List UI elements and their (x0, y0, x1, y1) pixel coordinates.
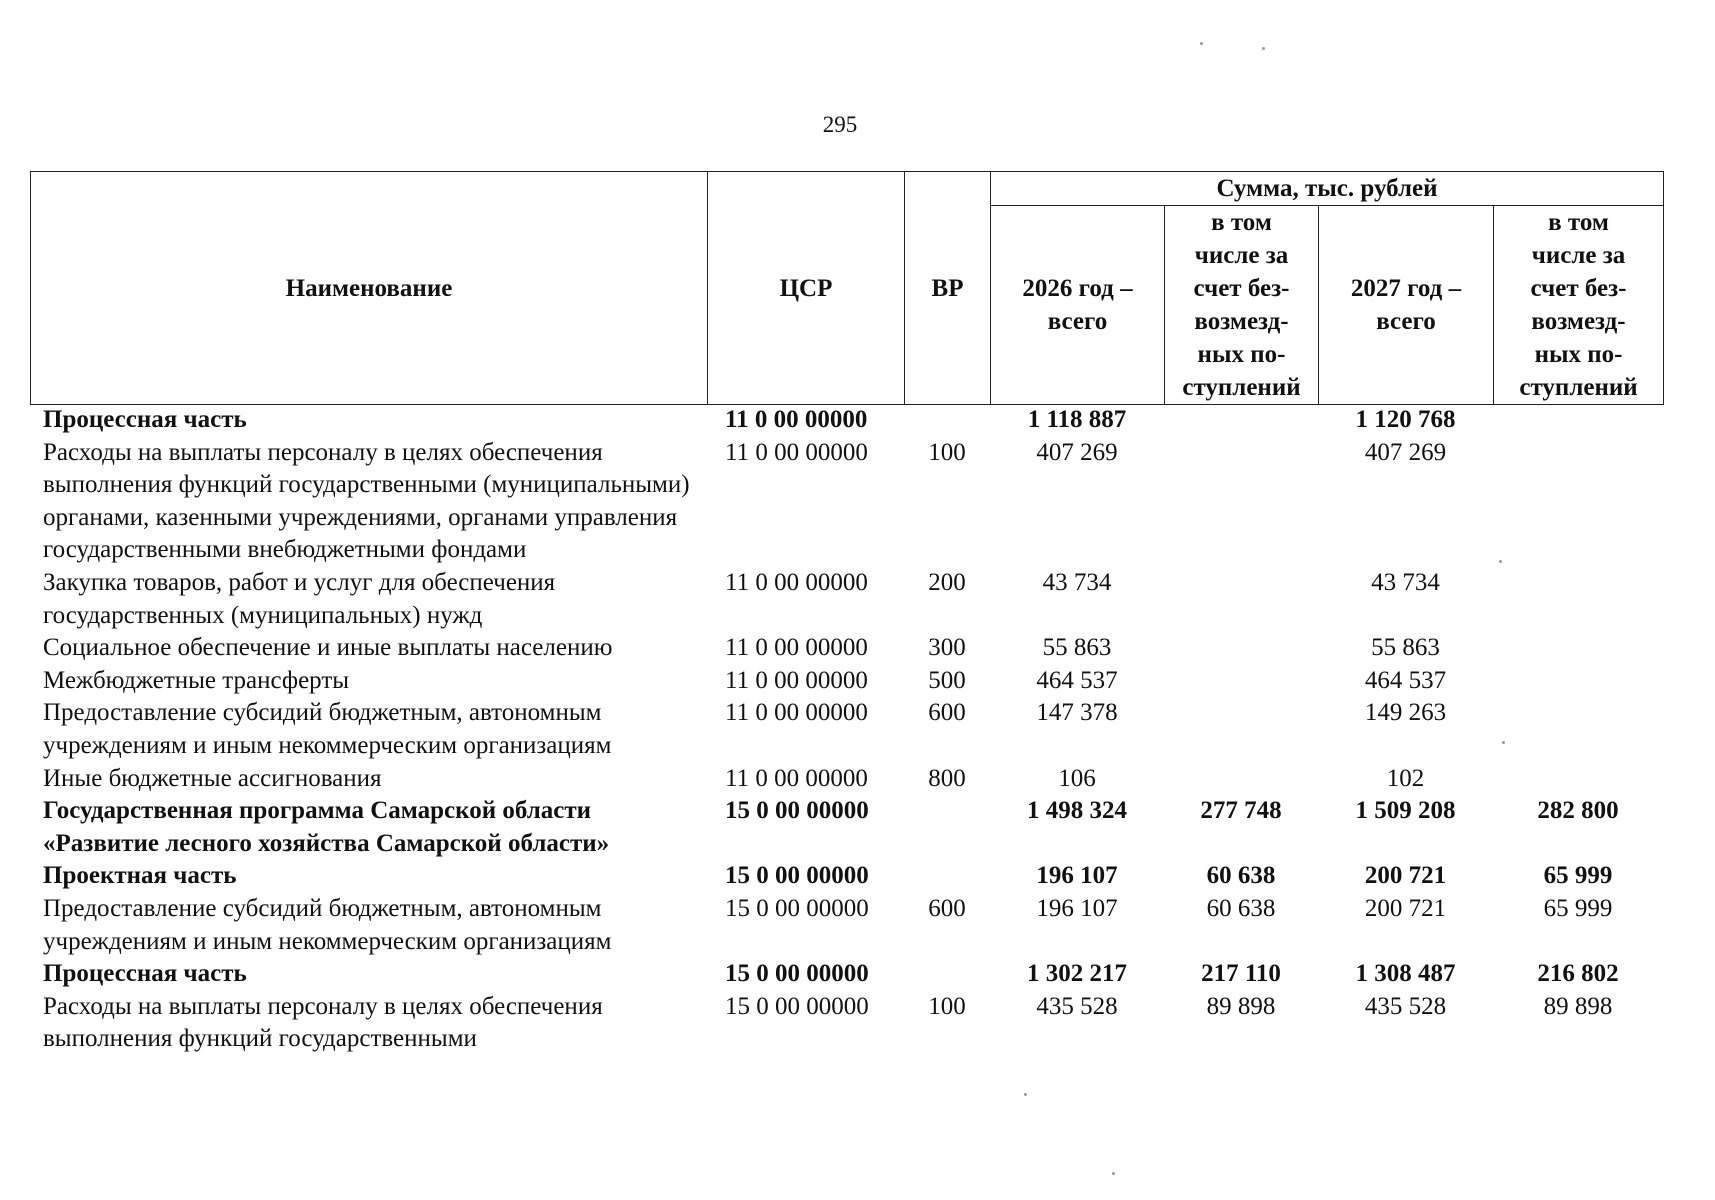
header-vr: ВР (905, 172, 991, 405)
cell-y2026-free: 217 110 (1201, 960, 1281, 988)
cell-y2026: 1 498 324 (1027, 797, 1127, 825)
cell-y2026: 435 528 (1036, 992, 1118, 1020)
cell-y2026-free (1164, 697, 1318, 762)
cell-name: Государственная программа Самарской области «Развитие лесного хозяйства Самарской области» (43, 797, 610, 857)
scan-speck (1024, 1093, 1027, 1096)
budget-table (30, 404, 1663, 1056)
cell-vr: 100 (928, 438, 966, 466)
cell-name: Проектная часть (43, 862, 237, 890)
table-row (30, 795, 1663, 860)
cell-y2026-free: 89 898 (1206, 992, 1276, 1020)
cell-y2027: 200 721 (1364, 862, 1447, 890)
cell-csr: 11 0 00 00000 (725, 634, 868, 662)
cell-name: Закупка товаров, работ и услуг для обеспечения государственных (муниципальных) нужд (43, 568, 556, 629)
scan-speck (1499, 560, 1502, 563)
cell-y2026: 464 537 (1036, 666, 1118, 694)
cell-vr: 200 (928, 568, 966, 596)
table-row (30, 437, 1663, 567)
cell-y2027-free (1493, 763, 1663, 796)
cell-csr: 11 0 00 00000 (725, 764, 868, 792)
cell-name: Социальное обеспечение и иные выплаты населению (43, 634, 613, 662)
cell-name: Расходы на выплаты персоналу в целях обеспечения выполнения функций государственными (43, 992, 603, 1053)
cell-y2027-free: 282 800 (1537, 797, 1619, 825)
cell-vr: 600 (928, 699, 966, 727)
cell-y2027-free: 216 802 (1537, 960, 1619, 988)
table-row (30, 860, 1663, 893)
header-sum: Сумма, тыс. рублей (991, 172, 1664, 206)
scan-speck (1502, 741, 1505, 744)
cell-y2027: 102 (1386, 764, 1425, 792)
cell-vr: 600 (928, 894, 966, 922)
cell-vr: 100 (928, 992, 966, 1020)
cell-name: Процессная часть (43, 960, 247, 988)
table-row (30, 632, 1663, 665)
cell-y2026: 43 734 (1042, 568, 1112, 596)
page-number: 295 (822, 112, 858, 137)
table-row (30, 567, 1663, 632)
cell-y2027-free: 89 898 (1543, 992, 1613, 1020)
cell-name: Предоставление субсидий бюджетным, автономным учреждениям и иным некоммерческим организациям (43, 894, 612, 955)
cell-y2026: 1 118 887 (1027, 406, 1127, 433)
cell-csr: 11 0 00 00000 (725, 438, 868, 466)
cell-y2026: 147 378 (1036, 699, 1118, 727)
cell-y2027-free (1493, 437, 1663, 567)
cell-csr: 11 0 00 00000 (725, 406, 868, 433)
cell-vr (904, 404, 990, 437)
cell-csr: 15 0 00 00000 (725, 992, 869, 1020)
cell-y2026-free: 60 638 (1206, 862, 1276, 890)
cell-y2027-free (1493, 567, 1663, 632)
cell-y2026: 407 269 (1036, 438, 1118, 466)
cell-vr (904, 860, 990, 893)
table-header (30, 171, 1664, 405)
table-row (30, 893, 1663, 958)
cell-vr: 300 (928, 634, 966, 662)
cell-csr: 15 0 00 00000 (725, 797, 869, 825)
cell-y2027: 435 528 (1364, 992, 1447, 1020)
cell-y2027: 55 863 (1371, 634, 1440, 662)
cell-csr: 11 0 00 00000 (725, 666, 868, 694)
cell-y2026: 1 302 217 (1027, 960, 1127, 988)
cell-name: Иные бюджетные ассигнования (43, 764, 382, 792)
cell-csr: 11 0 00 00000 (725, 699, 868, 727)
cell-y2027: 43 734 (1371, 568, 1440, 596)
cell-y2027: 149 263 (1364, 699, 1447, 727)
cell-y2026-free (1164, 567, 1318, 632)
header-2026-total: 2026 год – всего (991, 206, 1165, 405)
cell-csr: 15 0 00 00000 (725, 894, 869, 922)
table-row (30, 991, 1663, 1056)
cell-name: Расходы на выплаты персоналу в целях обеспечения выполнения функций государственными (муниципальными) органами, казенными учреждениями, органами управления государственными внебюджетными фондами (43, 438, 690, 564)
cell-y2027: 464 537 (1364, 666, 1447, 694)
cell-vr: 800 (928, 764, 966, 792)
header-2027-free: в том числе за счет без- возмезд- ных по- ступлений (1494, 206, 1664, 405)
cell-y2027: 1 509 208 (1355, 797, 1456, 825)
cell-name: Предоставление субсидий бюджетным, автономным учреждениям и иным некоммерческим организациям (43, 699, 612, 759)
header-2027-total: 2027 год – всего (1319, 206, 1494, 405)
cell-y2027-free (1493, 665, 1663, 698)
cell-y2026: 196 107 (1036, 894, 1118, 922)
cell-y2026-free: 60 638 (1206, 894, 1276, 922)
header-name: Наименование (31, 172, 708, 405)
table-row (30, 665, 1663, 698)
cell-y2027: 407 269 (1364, 438, 1447, 466)
table-row (30, 404, 1663, 437)
cell-y2027-free (1493, 632, 1663, 665)
cell-y2026-free (1164, 632, 1318, 665)
scan-speck (1112, 1172, 1115, 1175)
cell-csr: 11 0 00 00000 (725, 568, 868, 596)
cell-y2027-free (1493, 697, 1663, 762)
cell-csr: 15 0 00 00000 (725, 960, 869, 988)
scan-speck (1262, 47, 1265, 50)
cell-y2026: 106 (1058, 764, 1096, 792)
cell-y2026-free: 277 748 (1200, 797, 1282, 825)
cell-vr (904, 795, 990, 860)
cell-y2027-free: 65 999 (1543, 862, 1613, 890)
cell-y2027: 1 308 487 (1355, 960, 1456, 988)
cell-name: Межбюджетные трансферты (43, 666, 350, 694)
cell-y2026-free (1164, 404, 1318, 437)
header-2026-free: в том числе за счет без- возмезд- ных по- ступлений (1165, 206, 1319, 405)
cell-vr: 500 (928, 666, 966, 694)
cell-name: Процессная часть (43, 406, 247, 433)
scan-speck (1200, 42, 1203, 45)
cell-y2027-free: 65 999 (1543, 894, 1613, 922)
cell-y2027: 1 120 768 (1355, 406, 1456, 433)
cell-y2027: 200 721 (1364, 894, 1447, 922)
table-row (30, 958, 1663, 991)
cell-y2026-free (1164, 437, 1318, 567)
cell-y2026-free (1164, 763, 1318, 796)
cell-y2026-free (1164, 665, 1318, 698)
cell-y2026: 196 107 (1036, 862, 1118, 890)
table-row (30, 697, 1663, 762)
header-csr: ЦСР (708, 172, 905, 405)
cell-csr: 15 0 00 00000 (725, 862, 869, 890)
table-body (30, 404, 1663, 1056)
cell-y2027-free (1493, 404, 1663, 437)
table-row (30, 763, 1663, 796)
cell-vr (904, 958, 990, 991)
cell-y2026: 55 863 (1042, 634, 1112, 662)
